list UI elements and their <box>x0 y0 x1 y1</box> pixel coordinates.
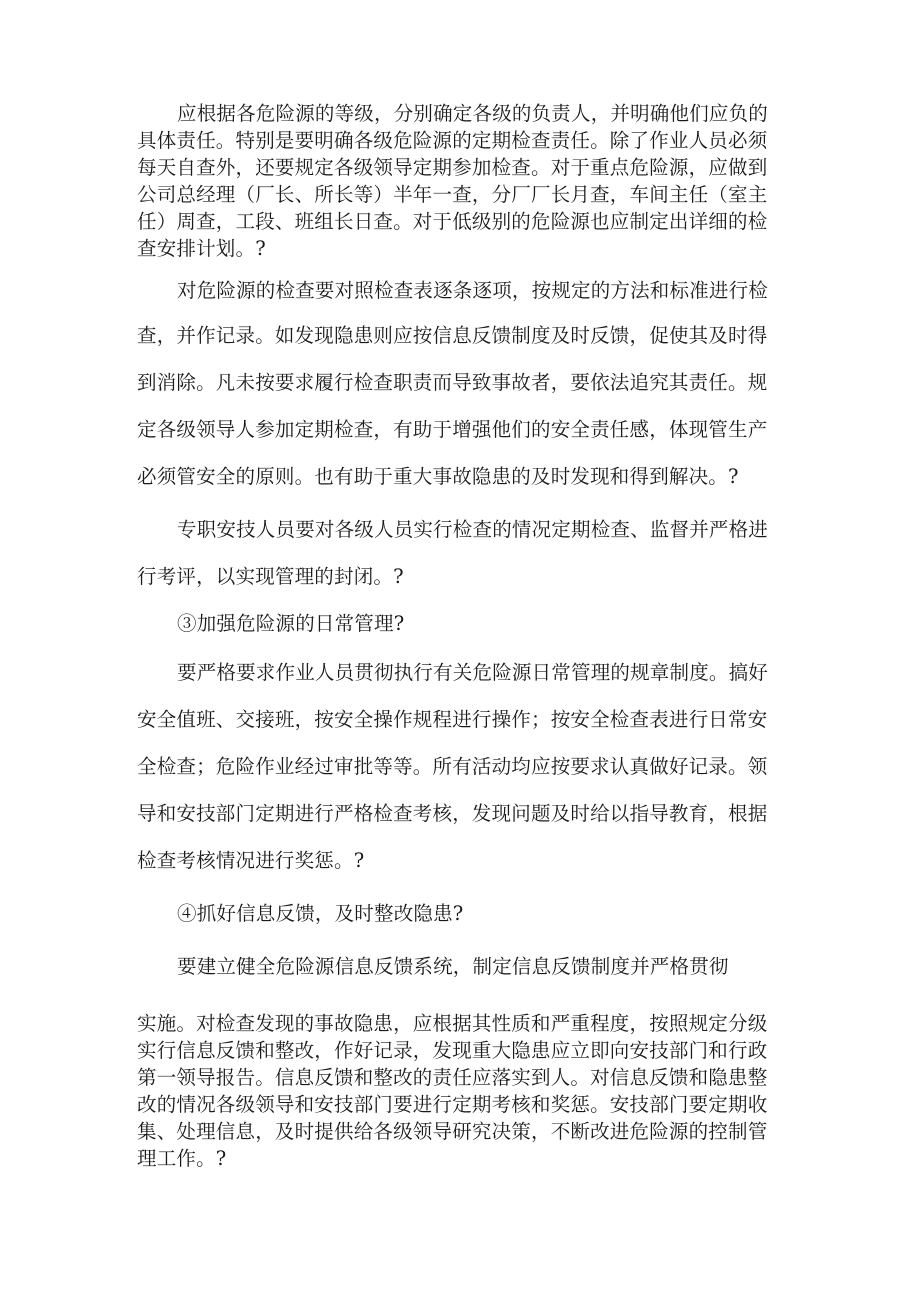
text-line: 定各级领导人参加定期检查，有助于增强他们的安全责任感，体现管生产 <box>137 418 768 441</box>
text-line: 具体责任。特别是要明确各级危险源的定期检查责任。除了作业人员必须 <box>137 129 768 152</box>
text-line: 专职安技人员要对各级人员实行检查的情况定期检查、监督并严格进 <box>177 518 769 541</box>
text-line: 必须管安全的原则。也有助于重大事故隐患的及时发现和得到解决。? <box>137 465 739 488</box>
text-line: 到消除。凡未按要求履行检查职责而导致事故者，要依法追究其责任。规 <box>137 371 768 394</box>
text-line: 应根据各危险源的等级，分别确定各级的负责人，并明确他们应负的 <box>177 102 769 125</box>
text-line: 任）周查，工段、班组长日查。对于低级别的危险源也应制定出详细的检 <box>137 210 768 233</box>
text-line: 每天自查外，还要规定各级领导定期参加检查。对于重点危险源，应做到 <box>137 156 768 179</box>
text-line: 集、处理信息，及时提供给各级领导研究决策，不断改进危险源的控制管 <box>137 1120 768 1143</box>
text-line: 安全值班、交接班，按安全操作规程进行操作；按安全检查表进行日常安 <box>137 708 768 731</box>
text-line: 第一领导报告。信息反馈和整改的责任应落实到人。对信息反馈和隐患整 <box>137 1066 768 1089</box>
text-line: 要严格要求作业人员贯彻执行有关危险源日常管理的规章制度。搞好 <box>177 661 769 684</box>
text-line: 全检查；危险作业经过审批等等。所有活动均应按要求认真做好记录。领 <box>137 755 768 778</box>
text-line: 改的情况各级领导和安技部门要进行定期考核和奖惩。安技部门要定期收 <box>137 1093 768 1116</box>
text-line: 行考评，以实现管理的封闭。? <box>137 565 404 588</box>
text-line: 查安排计划。? <box>137 237 266 260</box>
text-line: 查，并作记录。如发现隐患则应按信息反馈制度及时反馈，促使其及时得 <box>137 324 768 347</box>
text-line: 对危险源的检查要对照检查表逐条逐项，按规定的方法和标准进行检 <box>177 279 769 302</box>
text-line: ③加强危险源的日常管理? <box>177 612 405 635</box>
text-line: 要建立健全危险源信息反馈系统，制定信息反馈制度并严格贯彻 <box>177 955 729 978</box>
text-line: 实施。对检查发现的事故隐患，应根据其性质和严重程度，按照规定分级 <box>137 1012 768 1035</box>
text-line: 实行信息反馈和整改，作好记录，发现重大隐患应立即向安技部门和行政 <box>137 1039 768 1062</box>
text-line: 导和安技部门定期进行严格检查考核，发现问题及时给以指导教育，根据 <box>137 802 768 825</box>
text-line: 理工作。? <box>137 1147 227 1170</box>
text-line: 公司总经理（厂长、所长等）半年一查，分厂厂长月查，车间主任（室主 <box>137 183 768 206</box>
text-line: 检查考核情况进行奖惩。? <box>137 849 365 872</box>
text-line: ④抓好信息反馈，及时整改隐患? <box>177 902 464 925</box>
